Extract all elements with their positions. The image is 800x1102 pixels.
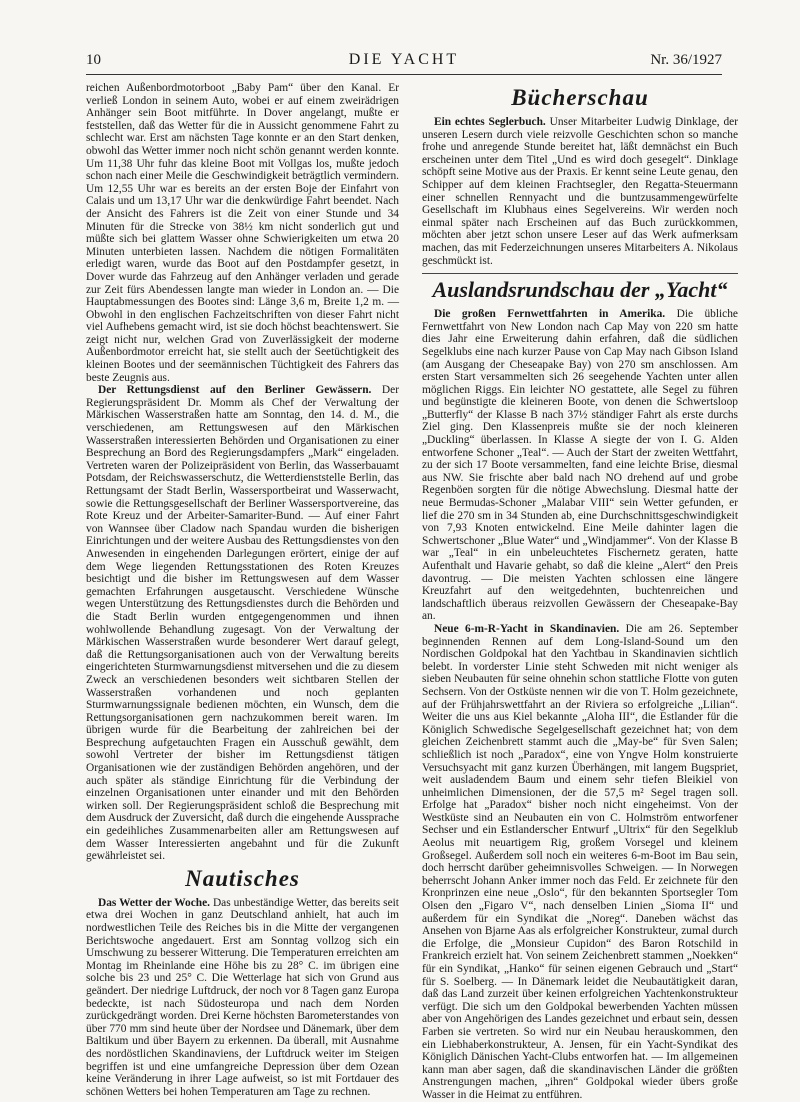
magazine-title: DIE YACHT <box>348 51 460 68</box>
right-column <box>422 82 738 1102</box>
article-skandinavien-title: Neue 6-m-R-Yacht in Skandinavien. <box>434 622 620 635</box>
article-baby-pam: reichen Außenbordmotorboot „Baby Pam“ über den Kanal. Er verließ London in seinem Auto, wobei er auf einem zweirädrigen Anhänger sein Boot mitführte. In Dover angelangt, mußte er feststellen, daß das Wetter für die in Aussicht genommene Fahrt zu schlecht war. Erst am nächsten Tage konnte er an den Start denken, obwohl das Wetter immer noch nicht schön genannt werden konnte. Um 11,38 Uhr fuhr das kleine Boot mit Vollgas los, mußte jedoch schon nach einer Meile die Geschwindigkeit beträgtlich vermindern. Um 12,55 Uhr war es bereits an der ersten Boje der Einfahrt von Calais und um 13,17 Uhr war die denkwürdige Fahrt beendet. Nach der Ansicht des Fahrers ist die Zeit von einer Stunde und 34 Minuten für die Strecke von 38½ km nicht sonderlich gut und müßte sich bei glattem Wasser ohne Schwierigkeiten um etwa 20 Minuten unterbieten lassen. Nachdem die nötigen Formalitäten erledigt waren, wurde das Boot auf den Postdampfer gesetzt, in Dover wurde das Fahrzeug auf den Anhänger verladen und gerade zur Zeit fürs Abendessen langte man wieder in London an. — Die Hauptabmessungen des Bootes sind: Länge 3,6 m, Breite 1,2 m. — Obwohl in den englischen Fachzeitschriften von dieser Fahrt nicht viel Aufhebens gemacht wird, ist sie doch höchst beachtenswert. Sie zeigt nicht nur, welchen Grad von Zuverlässigkeit der moderne Außenbordmotor erreicht hat, sie stellt auch der Seetüchtigkeit des kleinen Bootes und der seemännischen Tüchtigkeit des Fahrers das beste Zeugnis aus. <box>86 82 399 384</box>
header-rule <box>86 74 722 75</box>
article-seglerbuch <box>422 116 738 267</box>
section-heading-auslandsrundschau: Auslandsrundschau der „Yacht“ <box>432 277 728 303</box>
page-header <box>86 52 722 72</box>
article-amerika-body: Die übliche Fernwettfahrt von New London nach Cap May von 220 sm hatte dies Jahr eine Erweiterung dahin erfahren, daß die südlichen Segelklubs eine nach kurzer Pause von Cap May nach Gibson Island (am Ausgang der Cheseapake Bay) von 270 sm anschlossen. Am ersten Start versammelten sich 26 seegehende Yachten unter allen möglichen Riggs. Ein leichter NO gestattete, alle Segel zu führen und begünstigte die kleineren Boote, von denen die Schwertsloop „Butterfly“ der Klasse B nach 37½ ständiger Fahrt als erste durchs Ziel ging. Den Klassenpreis mußte sie der noch kleineren „Duckling“ überlassen. In Klasse A siegte der von I. G. Alden entworfene Schoner „Teal“. — Auch der Start der zweiten Wettfahrt, zu der sich 17 Boote versammelten, fand eine leichte Brise, diesmal aus NW. Sie frischte aber bald nach NO drehend auf und grobe Regenböen sorgten für die nötige Abwechslung. Diesmal hatte der neue Bermudas-Schoner „Malabar VIII“ sein Wetter gefunden, er lief die 270 sm in 34 Stunden ab, eine Durchschnittsgeschwindigkeit von 7,93 Knoten entwickelnd. Eine Meile dahinter lagen die Schwertschoner „Blue Water“ und „Windjammer“. Von der Klasse B war „Teal“ in ein unbeleuchtetes Fischernetz geraten, hatte Aufenthalt und Havarie gehabt, so daß die kleine „Alert“ den Preis davontrug. — Die meisten Yachten schlossen eine längere Kreuzfahrt auf den weitgedehnten, buchtenreichen und landschaftlich überaus reizvollen Gewässern der Cheseapake-Bay an. <box>422 308 738 623</box>
article-amerika-title: Die großen Fernwettfahrten in Amerika. <box>434 308 666 321</box>
article-wetter <box>86 897 399 1099</box>
article-amerika <box>422 308 738 623</box>
article-seglerbuch-body: Unser Mitarbeiter Ludwig Dinklage, der unseren Lesern durch viele reizvolle Geschichten schon so manche frohe und anregende Stunde bereitet hat, läßt demnächst ein Buch erscheinen unter dem Titel „Und es wird doch gesegelt“. Dinklage schöpft seine Motive aus der Praxis. Er kennt seine Leute genau, den Schipper auf dem kleinen Frachtsegler, den Regatta-Steuermann einer schnellen Rennyacht und die buntzusammengewürfelte Gesellschaft im Klubhaus eines Segelvereins. Wir werden noch einmal später nach Erscheinen auf das Buch zurückkommen, möchten aber jetzt schon unsere Leser auf das Werk aufmerksam machen, das mit Federzeichnungen unseres Mitarbeiters A. Nikolaus geschmückt ist. <box>422 116 738 267</box>
issue-number: Nr. 36/1927 <box>650 52 722 68</box>
section-divider <box>422 273 738 274</box>
left-column <box>86 82 399 1098</box>
article-rettungsdienst-body: Der Regierungspräsident Dr. Momm als Chef der Verwaltung der Märkischen Wasserstraßen hatte am Sonntag, den 14. d. M., die verschiedenen, am Rettungswesen auf den Märkischen Wasserstraßen interessierten Behörden und Organisationen zu einer Besprechung an Bord des Regierungsdampfers „Mark“ eingeladen. Vertreten waren der Polizeipräsident von Berlin, das Wasserbauamt Potsdam, der Reichswasserschutz, die Wetterdienststelle Berlin, das Rettungsamt der Stadt Berlin, Wassersportbeirat und Wasserwacht, sowie die Rettungsgesellschaft der Berliner Wassersportvereine, das Rote Kreuz und der Arbeiter-Samariter-Bund. — Auf einer Fahrt von Wannsee über Cladow nach Spandau wurden die bisherigen Einrichtungen und der weitere Ausbau des Rettungsdienstes von den Anwesenden in eingehenden Darlegungen erörtert, einige der auf dem Wege liegenden Rettungsstationen des Roten Kreuzes besichtigt und die bisher im Rettungswesen auf dem Wasser gemachten Erfahrungen ausgetauscht. Verschiedene Wünsche wegen Unterstützung des Rettungsdienstes durch die Behörden und die Stadt Berlin wurden entgegengenommen und ihnen wohlwollende Behandlung zugesagt. Von der Verwaltung der Märkischen Wasserstraßen wurde besonderer Wert darauf gelegt, daß die Rettungsorganisationen auch von der Verwaltung bereits eingerichteten Sturmwarnungsdienst mitversehen und die zu diesem Zweck an verschiedenen besonders weit sichtbaren Stellen der Wasserstraßen vorhandenen und noch geplanten Sturmwarnungssignale bedienen möchten, ein Wunsch, dem die Rettungsorganisationen gern nachzukommen bereit waren. Im übrigen wurde für die Bearbeitung der zahlreichen bei der Besprechung aufgetauchten Fragen ein Ausschuß gewählt, dem sowohl Vertreter der bisher im Rettungsdienst tätigen Organisationen wie der zuständigen Behörden angehören, und der auch später als ständige Einrichtung für die Verbindung der einzelnen Organisationen unter einander und mit den Behörden wirken soll. Der Regierungspräsident schloß die Besprechung mit dem Ausdruck der Zuversicht, daß durch die eingehende Aussprache ein gedeihliches Zusammenarbeiten aller am Rettungswesen auf dem Wasser Interessierten angebahnt und für die Zukunft gewährleistet sei. <box>86 384 399 863</box>
section-heading-nautisches: Nautisches <box>185 865 300 891</box>
article-rettungsdienst <box>86 384 399 863</box>
page-number: 10 <box>86 52 101 68</box>
article-seglerbuch-title: Ein echtes Seglerbuch. <box>434 116 546 128</box>
section-heading-buecherschau: Bücherschau <box>511 85 649 110</box>
article-rettungsdienst-title: Der Rettungsdienst auf den Berliner Gewässern. <box>98 384 372 397</box>
article-wetter-title: Das Wetter der Woche. <box>98 896 211 909</box>
article-skandinavien <box>422 623 738 1102</box>
article-skandinavien-body: Die am 26. September beginnenden Rennen auf dem Long-Island-Sound um den Nordischen Goldpokal hat den Yachtbau in Skandinavien sichtlich belebt. In vorderster Linie steht Schweden mit nicht weniger als sieben Neubauten für seine ohnehin schon stattliche Flotte von guten Sechsern. Von der Ostküste nennen wir die von T. Holm gezeichnete, auf der Frühjahrswettfahrt an der Riviera so erfolgreiche „Lilian“. Weiter die uns aus Kiel bekannte „Aloha III“, die Estlander für die Königlich Schwedische Segelgesellschaft gezeichnet hat; von dem gleichen Zeichenbrett stammt auch die „May-be“ für Sven Salen; schließlich ist noch „Paradox“, eine von Yngve Holm konstruierte Versuchsyacht mit ganz kurzen Überhängen, mit langem Bugspriet, weit ausladendem Baum und einem sehr tiefen Bleikiel von unheimlichen Dimensionen, der die 57,5 m² Segel tragen soll. Erfolge hat „Paradox“ bisher noch nicht eingeheimst. Von der Westküste sind an Neubauten ein von C. Holmström entworfener Sechser und ein Estlanderscher Entwurf „Ultrix“ für den Segelklub Aeolus mit neuartigem Rig, großem Vorsegel und kleinem Großsegel. Außerdem soll noch ein weiteres 6-m-Boot im Bau sein, doch herrscht darüber geheimnisvolles Schweigen. — In Norwegen beherrscht Johann Anker immer noch das Feld. Er zeichnete für den Kronprinzen eine neue „Oslo“, für den bekannten Sportsegler Tom Olsen den „Figaro V“, nach denselben Linien „Sioma II“ und außerdem für ein Syndikat die „Noreg“. Daneben wächst das Ansehen von Bjarne Aas als erfolgreicher Konstrukteur, zumal durch die Erfolge, die „Monsieur Cupidon“ des Baron Rotschild in Frankreich erzielt hat. Von seinem Zeichenbrett stammen „Noekken“ für ein Syndikat, „Hanko“ für seinen eigenen Gebrauch und „Start“ für S. Soelberg. — In Dänemark leidet die Neubautätigkeit daran, daß das Land zurzeit über keinen erfolgreichen Yachtenkonstrukteur verfügt. Die sich um den Goldpokal bewerbenden Yachten müssen aber von Angehörigen des Landes gezeichnet und erbaut sein, dessen Farben sie vertreten. So wird nur ein Neubau herauskommen, den ein Liebhaberkonstrukteur, A. Jensen, für ein Yacht-Syndikat des Königlich Dänischen Yacht-Clubs entworfen hat. — Im allgemeinen kann man aber sagen, daß die skandinavischen Länder die größten Anstrengungen machen, „ihren“ Goldpokal wieder übers große Wasser in die Heimat zu entführen. <box>422 622 738 1101</box>
article-wetter-body: Das unbeständige Wetter, das bereits seit etwa drei Wochen in ganz Deutschland anhielt, hat auch im nordwestlichen Teile des Reiches bis in die Mitte der vergangenen Berichtswoche angedauert. Erst am Sonntag vollzog sich ein Umschwung zu besserer Witterung. Die Temperaturen erreichten am Montag im Rheinlande eine Höhe bis zu 28° C. im übrigen eine solche bis 23 und 25° C. Die Wetterlage hat sich von Grund aus geändert. Der niedrige Luftdruck, der noch vor 8 Tagen ganz Europa bedeckte, ist nach Südosteuropa und nach dem Norden zurückgedrängt worden. Drei Kerne höchsten Barometerstandes von über 770 mm sind heute über der Nordsee und Dänemark, über dem Baltikum und über Bayern zu erkennen. Da überall, mit Ausnahme des nordöstlichen Skandinaviens, der Luftdruck weiter im Steigen begriffen ist und eine umfangreiche Depression über dem Ozean keine Veränderung in ihrer Lage aufweist, so ist mit Fortdauer des schönen Wetters bei hohen Temperaturen am Tage zu rechnen. <box>86 896 399 1098</box>
